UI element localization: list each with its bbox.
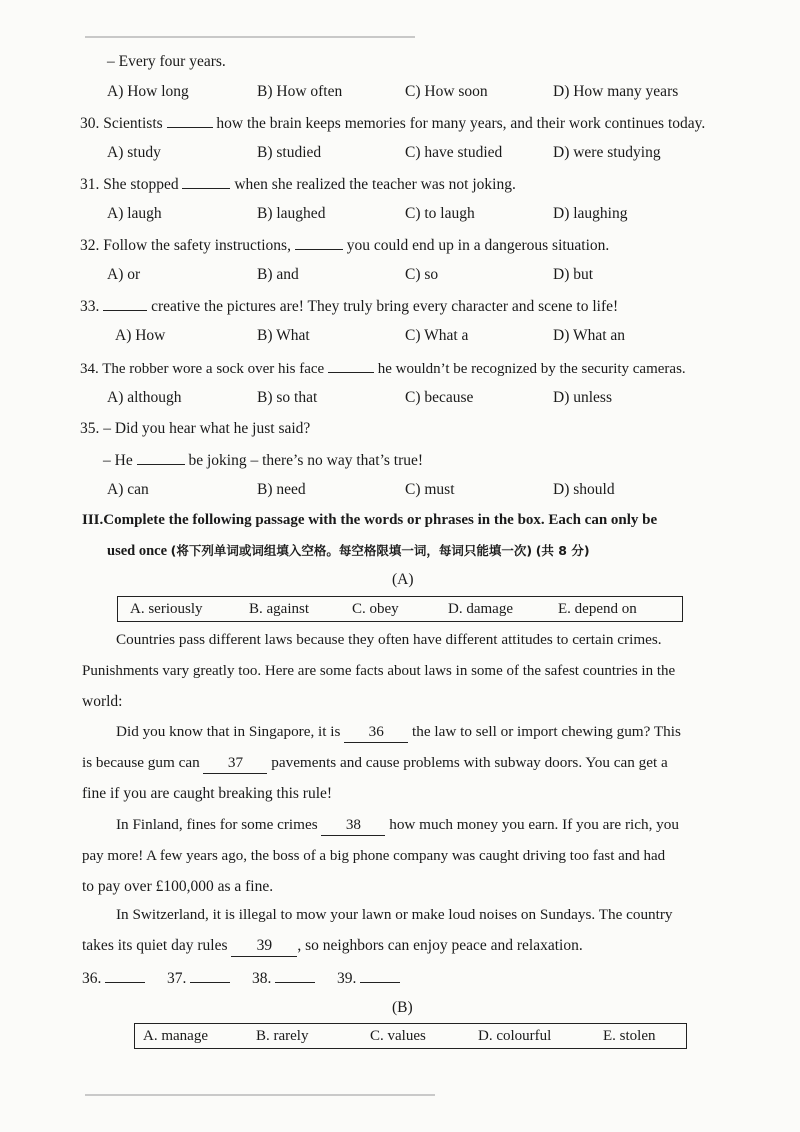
answer-38-blank[interactable] <box>275 968 315 983</box>
q35-option-d: D) should <box>553 481 615 498</box>
passage-p4-text-a: takes its quiet day rules <box>82 937 228 954</box>
blank-37: 37 <box>203 753 267 774</box>
q32-suffix: you could end up in a dangerous situation. <box>346 237 610 254</box>
part-b-word-b: B. rarely <box>256 1028 309 1044</box>
q30-stem <box>80 113 705 134</box>
q32-option-b: B) and <box>257 266 299 283</box>
blank-36: 36 <box>344 722 408 743</box>
q33-stem <box>80 296 618 317</box>
q35-blank <box>137 450 185 465</box>
q30-option-c: C) have studied <box>405 144 503 161</box>
q34-option-d: D) unless <box>553 389 612 406</box>
passage-p1-line3: world: <box>82 693 123 710</box>
q34-prefix: 34. The robber wore a sock over his face <box>80 361 325 377</box>
q31-option-c: C) to laugh <box>405 205 475 222</box>
section3-used-once: used once <box>107 543 168 559</box>
answer-37-label: 37. <box>167 970 187 987</box>
q34-stem <box>80 358 686 379</box>
answer-38-label: 38. <box>252 970 272 987</box>
cutoff-text-bottom <box>85 1094 435 1096</box>
q34-suffix: he wouldn’t be recognized by the security cameras. <box>377 361 686 377</box>
passage-p2-line2 <box>82 753 668 774</box>
q31-prefix: 31. She stopped <box>80 176 179 193</box>
passage-p3-text-b: how much money you earn. If you are rich, you <box>389 816 679 833</box>
section3-num: III. <box>82 512 104 528</box>
part-b-label: (B) <box>392 999 413 1016</box>
blank-38: 38 <box>321 815 385 836</box>
q34-option-b: B) so that <box>257 389 318 406</box>
blank-39: 39 <box>231 936 297 957</box>
passage-p4-line2 <box>82 936 583 957</box>
q30-suffix: how the brain keeps memories for many years, and their work continues today. <box>216 115 706 132</box>
q29-option-d: D) How many years <box>553 83 679 100</box>
part-b-word-d: D. colourful <box>478 1028 552 1044</box>
part-b-word-box <box>134 1023 687 1049</box>
answer-39-blank[interactable] <box>360 968 400 983</box>
q31-option-a: A) laugh <box>107 205 162 222</box>
q35-prefix: – He <box>103 452 133 469</box>
part-a-label: (A) <box>392 571 414 588</box>
passage-p2-line3: fine if you are caught breaking this rule! <box>82 785 333 802</box>
q35-question-line: 35. – Did you hear what he just said? <box>80 420 311 437</box>
part-b-word-c: C. values <box>370 1028 426 1044</box>
q32-option-d: D) but <box>553 266 594 283</box>
passage-p4-line1: In Switzerland, it is illegal to mow your lawn or make loud noises on Sundays. The country <box>116 906 673 923</box>
q35-suffix: be joking – there’s no way that’s true! <box>188 452 424 469</box>
q34-option-c: C) because <box>405 389 474 406</box>
passage-p3-text-a: In Finland, fines for some crimes <box>116 816 318 833</box>
q33-option-a: A) How <box>115 327 166 344</box>
answer-36-label: 36. <box>82 970 102 987</box>
passage-p3-line2: pay more! A few years ago, the boss of a big phone company was caught driving too fast and had <box>82 848 666 864</box>
part-b-word-a: A. manage <box>143 1028 208 1044</box>
q32-option-a: A) or <box>107 266 141 283</box>
part-b-word-e: E. stolen <box>603 1028 656 1044</box>
q35-option-a: A) can <box>107 481 149 498</box>
part-a-word-e: E. depend on <box>558 601 637 617</box>
section3-score: (共 8 分) <box>535 543 590 558</box>
q33-option-c: C) What a <box>405 327 469 344</box>
passage-p2-text-a: Did you know that in Singapore, it is <box>116 723 341 740</box>
q32-blank <box>295 235 343 250</box>
q32-prefix: 32. Follow the safety instructions, <box>80 237 291 254</box>
passage-p3-line3: to pay over £100,000 as a fine. <box>82 878 274 895</box>
q33-suffix: creative the pictures are! They truly bring every character and scene to life! <box>151 298 619 315</box>
passage-p4-text-b: , so neighbors can enjoy peace and relaxation. <box>297 937 583 954</box>
part-a-word-c: C. obey <box>352 601 399 617</box>
q34-option-a: A) although <box>107 389 182 406</box>
section3-heading-text: Complete the following passage with the words or phrases in the box. Each can only be <box>103 512 658 528</box>
passage-p1-line1: Countries pass different laws because they often have different attitudes to certain crimes. <box>116 631 662 648</box>
q32-option-c: C) so <box>405 266 439 283</box>
q29-option-c: C) How soon <box>405 83 488 100</box>
q30-option-b: B) studied <box>257 144 322 161</box>
cutoff-text-top <box>85 36 415 38</box>
q31-option-b: B) laughed <box>257 205 326 222</box>
q30-blank <box>167 113 213 128</box>
q29-option-a: A) How long <box>107 83 189 100</box>
part-a-word-b: B. against <box>249 601 309 617</box>
answer-39-label: 39. <box>337 970 357 987</box>
section3-chinese-instruction: (将下列单词或词组填入空格。每空格限填一词，每词只能填一次) <box>170 543 533 558</box>
part-a-word-box <box>117 596 683 622</box>
passage-p2-text-b: the law to sell or import chewing gum? This <box>412 723 681 740</box>
section3-heading-line2 <box>107 541 590 561</box>
passage-p2-line1 <box>116 722 681 743</box>
passage-p1-line2: Punishments vary greatly too. Here are some facts about laws in some of the safest countries in the <box>82 663 676 679</box>
q30-prefix: 30. Scientists <box>80 115 163 132</box>
q31-suffix: when she realized the teacher was not joking. <box>234 176 516 193</box>
q35-option-b: B) need <box>257 481 306 498</box>
q33-option-d: D) What an <box>553 327 626 344</box>
section3-heading <box>82 510 657 530</box>
q30-option-d: D) were studying <box>553 144 661 161</box>
q33-prefix: 33. <box>80 298 100 315</box>
q35-option-c: C) must <box>405 481 455 498</box>
q31-option-d: D) laughing <box>553 205 628 222</box>
passage-p2-text-c: is because gum can <box>82 754 200 771</box>
part-a-word-d: D. damage <box>448 601 513 617</box>
q30-option-a: A) study <box>107 144 161 161</box>
answer-36-blank[interactable] <box>105 968 145 983</box>
q31-blank <box>182 174 230 189</box>
q31-stem <box>80 174 516 195</box>
passage-p2-text-d: pavements and cause problems with subway doors. You can get a <box>271 754 668 771</box>
q32-stem <box>80 235 609 256</box>
passage-p3-line1 <box>116 815 679 836</box>
part-a-word-a: A. seriously <box>130 601 203 617</box>
answer-37-blank[interactable] <box>190 968 230 983</box>
q35-stem <box>103 450 423 471</box>
q33-blank <box>103 296 147 311</box>
q29-answer-line: – Every four years. <box>107 53 226 70</box>
answer-row <box>82 968 400 989</box>
q34-blank <box>328 358 374 373</box>
q33-option-b: B) What <box>257 327 310 344</box>
q29-option-b: B) How often <box>257 83 343 100</box>
